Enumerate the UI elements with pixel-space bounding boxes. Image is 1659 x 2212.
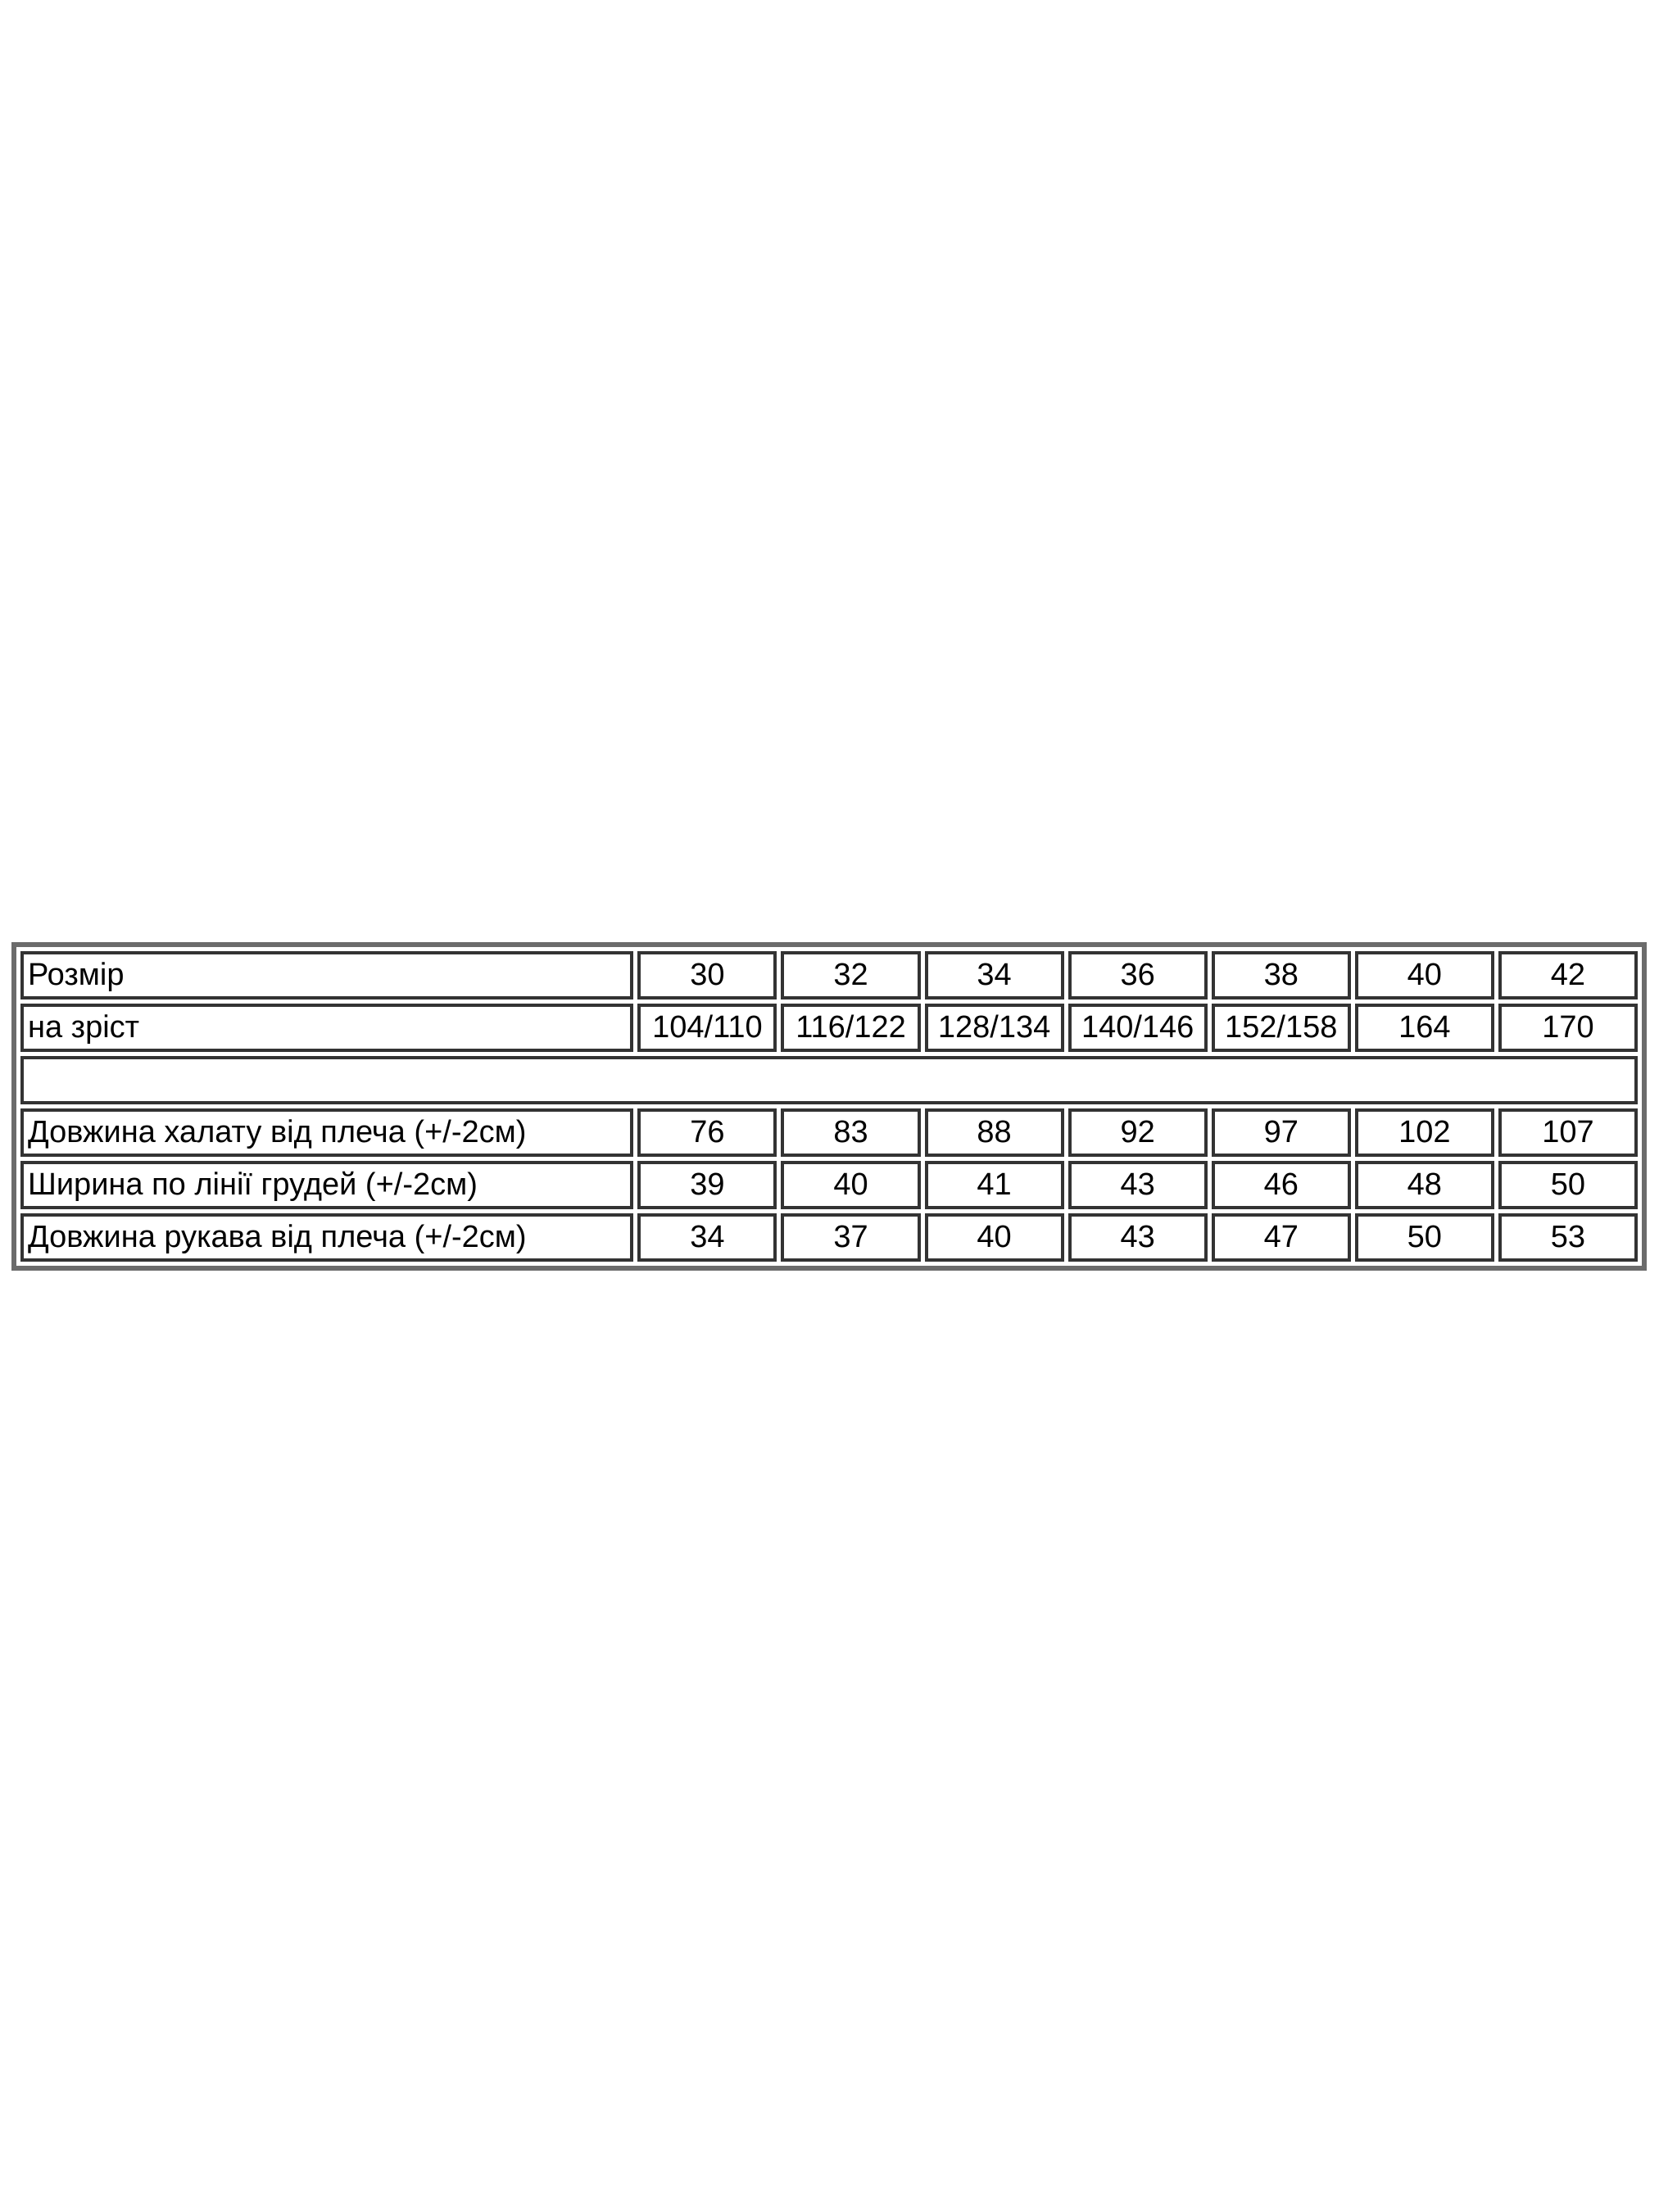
value-cell: 92 [1068, 1108, 1208, 1157]
row-sleeve-length [20, 1213, 1638, 1262]
height-cell: 128/134 [925, 1004, 1064, 1052]
value-cell: 43 [1068, 1161, 1208, 1209]
value-cell: 43 [1068, 1213, 1208, 1262]
size-cell: 32 [781, 951, 920, 999]
value-cell: 41 [925, 1161, 1064, 1209]
value-cell: 83 [781, 1108, 920, 1157]
height-cell: 164 [1355, 1004, 1494, 1052]
value-cell: 88 [925, 1108, 1064, 1157]
value-cell: 40 [925, 1213, 1064, 1262]
value-cell: 97 [1212, 1108, 1351, 1157]
size-cell: 38 [1212, 951, 1351, 999]
height-cell: 140/146 [1068, 1004, 1208, 1052]
size-cell: 42 [1498, 951, 1638, 999]
height-cell: 104/110 [637, 1004, 777, 1052]
size-cell: 40 [1355, 951, 1494, 999]
height-cell: 170 [1498, 1004, 1638, 1052]
row-label-height: на зріст [20, 1004, 633, 1052]
size-cell: 34 [925, 951, 1064, 999]
size-cell: 36 [1068, 951, 1208, 999]
size-chart-table [11, 942, 1647, 1271]
value-cell: 37 [781, 1213, 920, 1262]
height-cell: 152/158 [1212, 1004, 1351, 1052]
row-label-robe-length: Довжина халату від плеча (+/-2см) [20, 1108, 633, 1157]
value-cell: 46 [1212, 1161, 1351, 1209]
spacer-cell [20, 1056, 1638, 1104]
value-cell: 50 [1355, 1213, 1494, 1262]
header-row-height [20, 1004, 1638, 1052]
value-cell: 39 [637, 1161, 777, 1209]
row-label-chest-width: Ширина по лінії грудей (+/-2см) [20, 1161, 633, 1209]
value-cell: 107 [1498, 1108, 1638, 1157]
row-robe-length [20, 1108, 1638, 1157]
value-cell: 50 [1498, 1161, 1638, 1209]
value-cell: 76 [637, 1108, 777, 1157]
header-row-size [20, 951, 1638, 999]
value-cell: 102 [1355, 1108, 1494, 1157]
value-cell: 47 [1212, 1213, 1351, 1262]
value-cell: 40 [781, 1161, 920, 1209]
row-chest-width [20, 1161, 1638, 1209]
value-cell: 34 [637, 1213, 777, 1262]
size-cell: 30 [637, 951, 777, 999]
height-cell: 116/122 [781, 1004, 920, 1052]
value-cell: 48 [1355, 1161, 1494, 1209]
spacer-row [20, 1056, 1638, 1104]
row-label-size: Розмір [20, 951, 633, 999]
row-label-sleeve-length: Довжина рукава від плеча (+/-2см) [20, 1213, 633, 1262]
value-cell: 53 [1498, 1213, 1638, 1262]
